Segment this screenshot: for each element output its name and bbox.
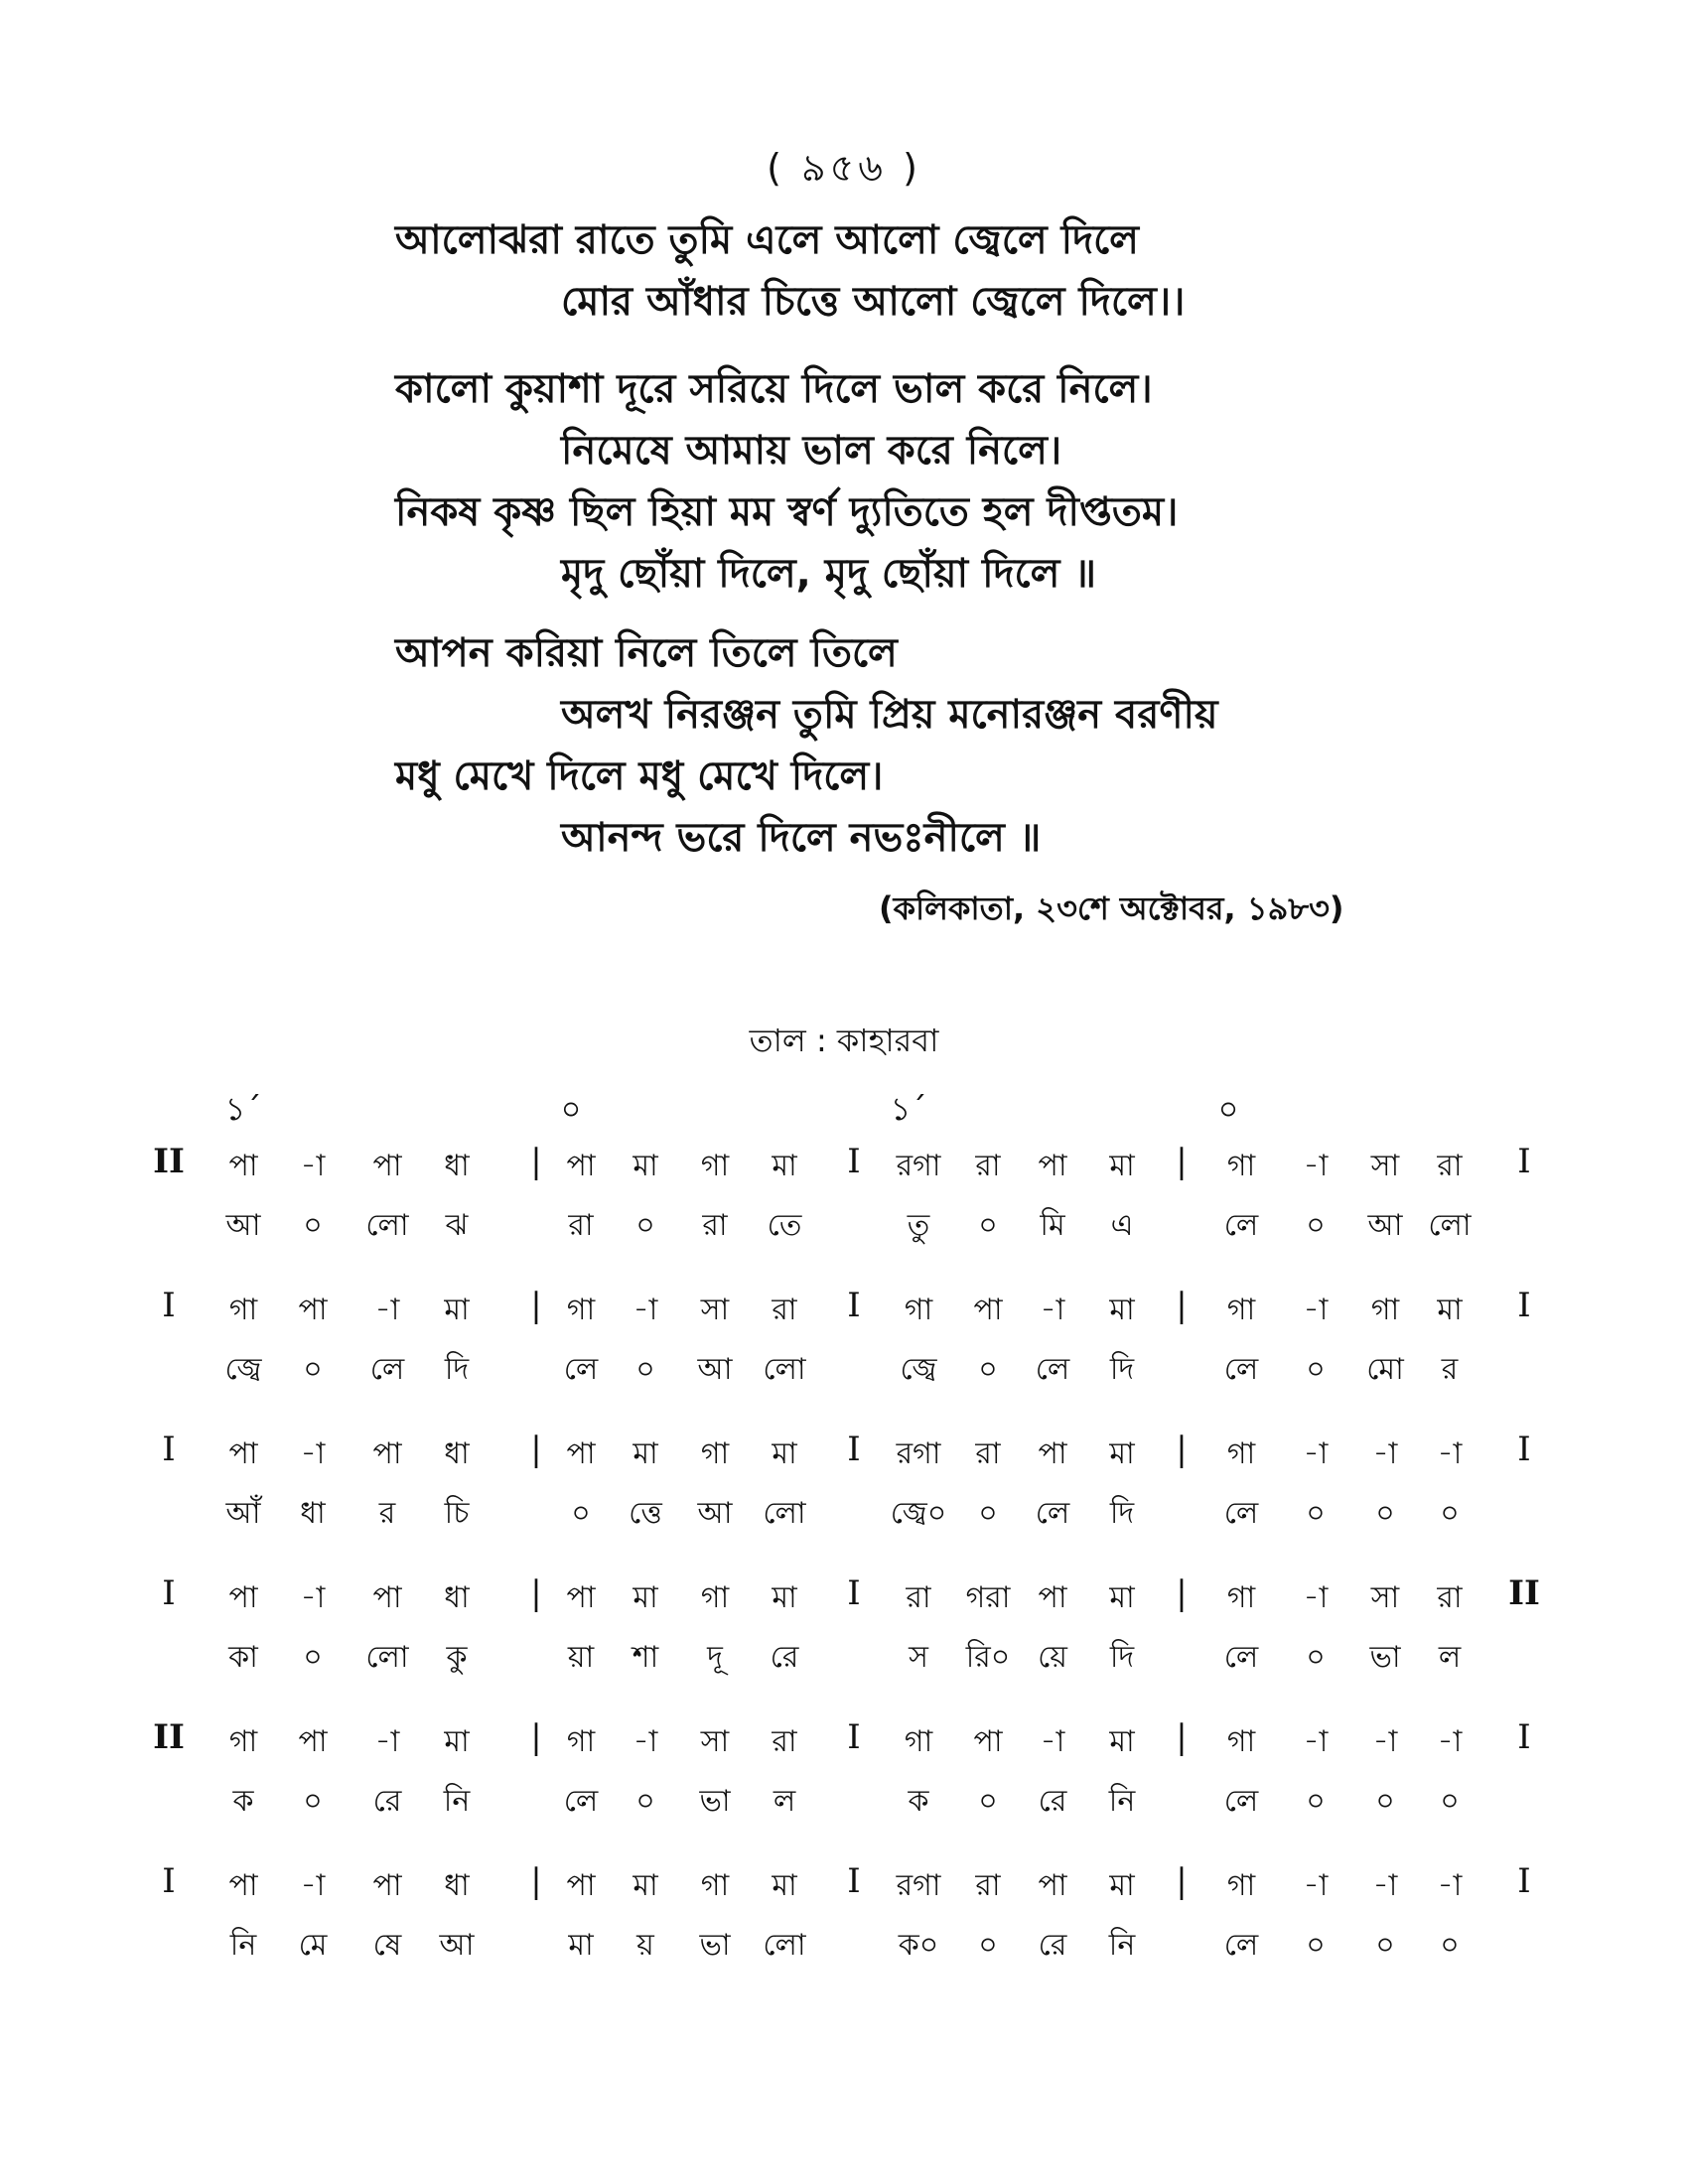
swara-note: -া [1303,1149,1329,1183]
swara-line [0,1717,1688,1767]
lyric-syllable: ০ [1306,1784,1326,1819]
lyric-syllable: ০ [1375,1928,1395,1963]
swara-note: গরা [965,1580,1011,1615]
notation-row-4 [0,1573,1688,1703]
lyric-syllable: ০ [1375,1496,1395,1531]
row-end-barline: I [1517,1286,1531,1325]
lyric-syllable: লো [763,1496,806,1531]
lyric-syllable: ০ [635,1352,655,1387]
lyric-syllable: মি [1040,1208,1065,1243]
swara-note: রা [975,1149,1001,1183]
swara-note: -া [374,1724,400,1759]
taal-label: তাল : কাহারবা [749,1022,939,1059]
lyric-syllable: মো [1366,1352,1404,1387]
swara-note: গা [1226,1436,1256,1471]
swara-note: ধা [444,1436,470,1471]
swara-note: গা [700,1580,730,1615]
lyric-line-9: মধু মেখে দিলে মধু মেখে দিলে। [395,753,884,799]
swara-note: -া [300,1436,326,1471]
lyric-syllable: ০ [1306,1928,1326,1963]
lyric-syllable: র [1441,1352,1459,1387]
lyric-syllable: ০ [1306,1496,1326,1531]
barline: | [530,1286,542,1325]
lyric-syllable: রে [372,1784,402,1819]
lyric-syllable: ০ [978,1352,998,1387]
lyric-syllable-line [0,1633,1688,1683]
row-end-barline: I [1517,1717,1531,1757]
lyric-syllable: ক [908,1784,929,1819]
swara-note: মা [1109,1580,1135,1615]
swara-note: পা [1038,1436,1067,1471]
lyric-line-6: মৃদু ছোঁয়া দিলে, মৃদু ছোঁয়া দিলে ॥ [561,551,1096,597]
row-end-barline: I [1517,1430,1531,1469]
lyric-syllable: ক০ [898,1928,939,1963]
swara-note: রগা [896,1436,941,1471]
lyric-syllable-line [0,1201,1688,1251]
lyric-syllable: রে [1038,1928,1067,1963]
lyric-syllable: ০ [303,1352,323,1387]
lyric-syllable: লে [563,1784,599,1819]
swara-note: পা [372,1580,402,1615]
composition-date: (কলিকাতা, ২৩শে অক্টোবর, ১৯৮৩) [879,889,1344,927]
lyric-syllable: আঁ [225,1496,261,1531]
swara-note: মা [772,1149,797,1183]
lyric-syllable: ০ [635,1784,655,1819]
barline: | [1176,1142,1188,1181]
swara-note: পা [228,1436,258,1471]
lyric-syllable: জ্বে [224,1352,262,1387]
swara-note: গা [904,1724,933,1759]
lyric-line-8: অলখ নিরঞ্জন তুমি প্রিয় মনোরঞ্জন বরণীয় [561,692,1218,738]
swara-note: পা [566,1868,596,1903]
lyric-syllable: রি০ [965,1640,1011,1675]
swara-note: পা [973,1293,1003,1327]
lyric-syllable: চি [444,1496,470,1531]
lyric-syllable: ষে [372,1928,402,1963]
swara-note: রা [1437,1149,1463,1183]
swara-note: -া [1303,1580,1329,1615]
swara-note: মা [1109,1436,1135,1471]
row-start-barline: II [153,1142,185,1181]
notation-row-3 [0,1430,1688,1559]
lyric-line-7: আপন করিয়া নিলে তিলে তিলে [395,630,898,676]
swara-note: -া [300,1580,326,1615]
barline: I [847,1573,861,1613]
swara-note: পা [1038,1149,1067,1183]
lyric-syllable: ০ [978,1928,998,1963]
lyric-syllable: নি [1108,1928,1136,1963]
lyric-syllable: জ্বে [900,1352,937,1387]
lyric-syllable: লে [1223,1352,1259,1387]
lyric-syllable: ০ [303,1208,323,1243]
barline: I [847,1717,861,1757]
swara-note: -া [1040,1724,1065,1759]
swara-note: পা [566,1149,596,1183]
swara-note: গা [1370,1293,1400,1327]
swara-note: মা [772,1436,797,1471]
swara-note: পা [372,1868,402,1903]
swara-note: মা [633,1580,658,1615]
lyric-syllable: ঝ [445,1208,469,1243]
beat-mark-2: ০ [560,1090,582,1128]
swara-note: -া [633,1293,658,1327]
lyric-syllable: মে [298,1928,328,1963]
swara-note: মা [1109,1724,1135,1759]
lyric-syllable: ০ [978,1208,998,1243]
beat-marks-row [0,1084,1688,1134]
lyric-syllable: ০ [635,1208,655,1243]
swara-note: গা [1226,1724,1256,1759]
lyric-syllable: ০ [978,1784,998,1819]
swara-note: গা [904,1293,933,1327]
swara-note: পা [1038,1868,1067,1903]
swara-note: গা [566,1293,596,1327]
swara-note: গা [566,1724,596,1759]
lyric-syllable: জ্বে০ [890,1496,947,1531]
swara-note: গা [700,1868,730,1903]
lyric-syllable: দি [444,1352,470,1387]
lyric-syllable: ০ [978,1496,998,1531]
row-start-barline: I [162,1430,176,1469]
lyric-syllable: লে [563,1352,599,1387]
row-start-barline: II [153,1717,185,1757]
lyric-syllable: লে [1223,1496,1259,1531]
swara-note: পা [228,1149,258,1183]
row-start-barline: I [162,1573,176,1613]
swara-note: পা [298,1724,328,1759]
swara-note: পা [298,1293,328,1327]
lyric-syllable: লো [365,1640,409,1675]
barline: | [1176,1286,1188,1325]
swara-note: সা [700,1724,730,1759]
swara-note: পা [566,1436,596,1471]
lyric-syllable: ০ [1440,1496,1460,1531]
lyric-syllable: ভা [699,1784,731,1819]
swara-note: -া [1372,1724,1398,1759]
lyric-syllable: ক [232,1784,254,1819]
lyric-line-10: আনন্দ ভরে দিলে নভঃনীলে ॥ [561,815,1042,861]
barline: I [847,1861,861,1901]
lyric-syllable: লো [763,1928,806,1963]
lyric-syllable: ত্তে [629,1496,662,1531]
barline: | [530,1717,542,1757]
lyric-syllable: ০ [1306,1352,1326,1387]
swara-note: গা [1226,1580,1256,1615]
barline: I [847,1142,861,1181]
lyric-syllable-line [0,1345,1688,1395]
lyric-syllable: ভা [1369,1640,1401,1675]
swara-note: মা [1109,1868,1135,1903]
swara-note: গা [1226,1293,1256,1327]
lyric-syllable: ০ [1306,1640,1326,1675]
lyric-syllable: ০ [1440,1784,1460,1819]
lyric-syllable: রে [1038,1784,1067,1819]
swara-note: -া [1372,1868,1398,1903]
lyric-syllable: দি [1109,1640,1135,1675]
lyric-syllable: য় [636,1928,654,1963]
lyric-syllable: লো [1428,1208,1472,1243]
lyric-syllable: ০ [303,1784,323,1819]
lyric-syllable: লে [369,1352,405,1387]
swara-note: পা [1038,1580,1067,1615]
page-number: ( ৯৫৬ ) [767,146,921,190]
barline: | [1176,1573,1188,1613]
lyric-syllable: লে [1223,1784,1259,1819]
swara-note: রগা [896,1149,941,1183]
lyric-syllable: লে [1035,1496,1070,1531]
swara-note: -া [633,1724,658,1759]
barline: | [530,1142,542,1181]
swara-line [0,1286,1688,1335]
barline: | [530,1573,542,1613]
lyric-syllable: নি [443,1784,471,1819]
barline: I [847,1286,861,1325]
row-start-barline: I [162,1286,176,1325]
swara-note: ধা [444,1580,470,1615]
swara-note: -া [1303,1436,1329,1471]
notation-row-2 [0,1286,1688,1415]
swara-note: মা [633,1149,658,1183]
swara-note: মা [1109,1149,1135,1183]
lyric-line-4: নিমেষে আমায় ভাল করে নিলে। [561,428,1062,474]
lyric-syllable-line [0,1489,1688,1539]
lyric-syllable: তু [907,1208,930,1243]
lyric-syllable: লে [1223,1928,1259,1963]
lyric-syllable: নি [229,1928,257,1963]
swara-note: -া [374,1293,400,1327]
lyric-syllable: আ [439,1928,475,1963]
lyric-syllable: ল [773,1784,796,1819]
lyric-syllable: দি [1109,1496,1135,1531]
swara-note: পা [228,1868,258,1903]
swara-line [0,1861,1688,1911]
swara-note: রা [772,1293,797,1327]
lyric-syllable: স [909,1640,928,1675]
barline: | [1176,1430,1188,1469]
swara-note: রা [975,1436,1001,1471]
swara-line [0,1430,1688,1479]
lyric-syllable: কু [446,1640,468,1675]
barline: | [530,1861,542,1901]
lyric-syllable: আ [697,1496,733,1531]
swara-note: -া [1303,1724,1329,1759]
swara-note: গা [1226,1868,1256,1903]
swara-note: গা [700,1436,730,1471]
swara-note: মা [444,1293,470,1327]
swara-note: সা [1370,1149,1400,1183]
swara-note: পা [372,1149,402,1183]
lyric-syllable: লে [1223,1640,1259,1675]
swara-note: সা [1370,1580,1400,1615]
swara-note: -া [300,1868,326,1903]
swara-note: গা [700,1149,730,1183]
barline: | [1176,1861,1188,1901]
swara-note: সা [700,1293,730,1327]
swara-line [0,1142,1688,1191]
lyric-line-5: নিকষ কৃষ্ণ ছিল হিয়া মম স্বর্ণ দ্যুতিতে হল দীপ্ততম। [395,489,1179,535]
lyric-syllable: য়ে [1038,1640,1067,1675]
lyric-line-3: কালো কুয়াশা দূরে সরিয়ে দিলে ভাল করে নিলে। [395,366,1153,412]
swara-note: মা [1437,1293,1463,1327]
lyric-syllable: ০ [1375,1784,1395,1819]
lyric-syllable: ল [1438,1640,1462,1675]
row-end-barline: I [1517,1861,1531,1901]
beat-mark-4: ০ [1217,1090,1239,1128]
lyric-syllable: শা [632,1640,659,1675]
swara-note: -া [1372,1436,1398,1471]
lyric-syllable: ভা [699,1928,731,1963]
swara-note: -া [300,1149,326,1183]
swara-note: মা [1109,1293,1135,1327]
swara-note: -া [1303,1293,1329,1327]
lyric-syllable: নি [1108,1784,1136,1819]
swara-note: গা [228,1724,258,1759]
lyric-syllable-line [0,1921,1688,1971]
lyric-syllable: আ [1367,1208,1403,1243]
lyric-syllable: আ [225,1208,261,1243]
swara-note: রা [906,1580,931,1615]
lyric-syllable: ০ [571,1496,591,1531]
lyric-syllable: লে [1035,1352,1070,1387]
lyric-syllable: র [378,1496,396,1531]
lyric-syllable: লে [1223,1208,1259,1243]
swara-note: ধা [444,1868,470,1903]
swara-note: মা [772,1580,797,1615]
lyric-line-1: আলোঝরা রাতে তুমি এলে আলো জ্বেলে দিলে [395,217,1139,263]
lyric-syllable: ০ [1306,1208,1326,1243]
barline: | [1176,1717,1188,1757]
lyric-syllable: লো [763,1352,806,1387]
swara-note: মা [444,1724,470,1759]
swara-note: গা [1226,1149,1256,1183]
swara-note: পা [973,1724,1003,1759]
swara-note: মা [633,1868,658,1903]
barline: I [847,1430,861,1469]
lyric-syllable: ০ [1440,1928,1460,1963]
lyric-syllable: দূ [707,1640,723,1675]
lyric-syllable-line [0,1777,1688,1827]
swara-note: -া [1437,1724,1463,1759]
swara-note: -া [1437,1436,1463,1471]
swara-note: পা [228,1580,258,1615]
notation-row-6 [0,1861,1688,1990]
lyric-syllable: এ [1110,1208,1134,1243]
swara-note: -া [1040,1293,1065,1327]
swara-note: -া [1303,1868,1329,1903]
barline: | [530,1430,542,1469]
beat-mark-1: ১´ [224,1090,262,1128]
lyric-syllable: মা [568,1928,594,1963]
lyric-syllable: ধা [300,1496,326,1531]
notation-row-1 [0,1142,1688,1271]
notation-row-5 [0,1717,1688,1846]
swara-note: -া [1437,1868,1463,1903]
row-start-barline: I [162,1861,176,1901]
swara-note: মা [633,1436,658,1471]
lyric-syllable: কা [228,1640,258,1675]
swara-note: মা [772,1868,797,1903]
beat-mark-3: ১´ [890,1090,927,1128]
swara-note: গা [228,1293,258,1327]
swara-note: রা [772,1724,797,1759]
row-end-barline: I [1517,1142,1531,1181]
swara-note: পা [566,1580,596,1615]
swara-note: পা [372,1436,402,1471]
lyric-syllable: দি [1109,1352,1135,1387]
lyric-syllable: ০ [303,1640,323,1675]
swara-note: রা [1437,1580,1463,1615]
row-end-barline: II [1508,1573,1540,1613]
lyric-syllable: লো [365,1208,409,1243]
lyric-syllable: রা [702,1208,728,1243]
lyric-syllable: রে [770,1640,799,1675]
lyric-syllable: তে [767,1208,802,1243]
swara-line [0,1573,1688,1623]
swara-note: রা [975,1868,1001,1903]
lyric-syllable: আ [697,1352,733,1387]
lyric-line-2: মোর আঁধার চিত্তে আলো জ্বেলে দিলে।। [561,279,1186,325]
lyric-syllable: য়া [567,1640,595,1675]
lyric-syllable: রা [568,1208,594,1243]
swara-note: ধা [444,1149,470,1183]
swara-note: রগা [896,1868,941,1903]
